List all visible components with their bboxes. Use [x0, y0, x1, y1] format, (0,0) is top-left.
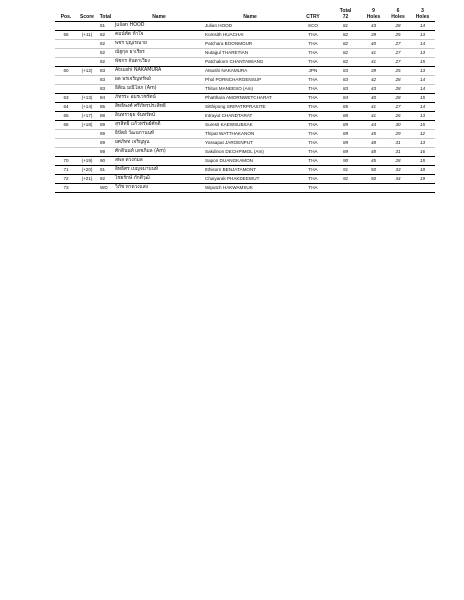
player-name-english: Phol PORNCHAROENSUP — [204, 76, 296, 85]
three-holes-cell: 14 — [410, 22, 435, 31]
score-cell — [77, 139, 97, 148]
col-total-header: Total — [99, 14, 112, 20]
player-name-thai: พัชกร จันตาเวียง — [114, 58, 204, 67]
table-row — [55, 121, 435, 130]
col-3holes-header: 3 Holes — [415, 8, 430, 20]
country-cell: THA — [296, 130, 330, 139]
player-name-thai: ภัทรระ อมรเวชรัตน์ — [114, 94, 204, 103]
six-holes-cell: 27 — [386, 40, 410, 49]
player-name-english: Komsith HUACHAI — [204, 31, 296, 40]
pos-cell — [55, 49, 77, 58]
player-name-thai: วิภัช หาดวงแสง — [114, 184, 204, 193]
six-holes-cell — [386, 184, 410, 193]
three-holes-cell: 18 — [410, 166, 435, 175]
total-cell: 88 — [97, 112, 114, 121]
country-cell: THA — [296, 58, 330, 67]
score-cell — [77, 148, 97, 157]
nine-holes-cell: 39 — [361, 67, 386, 76]
table-row — [55, 40, 435, 49]
col-score-header: Score — [80, 14, 94, 20]
three-holes-cell: 15 — [410, 58, 435, 67]
country-cell: THA — [296, 103, 330, 112]
nine-holes-cell: 48 — [361, 148, 386, 157]
results-table — [55, 8, 435, 193]
pos-cell — [55, 85, 77, 94]
nine-holes-cell: 43 — [361, 85, 386, 94]
country-cell: SCO — [296, 22, 330, 31]
player-name-thai: อิทธิศร เบญจมาบนท์ — [114, 166, 204, 175]
player-name-thai: ผล พรเจริญทรัพย์ — [114, 76, 204, 85]
table-row — [55, 166, 435, 175]
table-row — [55, 112, 435, 121]
six-holes-cell: 25 — [386, 31, 410, 40]
player-name-english: Intrayut CHANDTARAT — [204, 112, 296, 121]
player-name-thai: ยศภัทท เจริญพูน — [114, 139, 204, 148]
country-cell: THA — [296, 94, 330, 103]
score-cell — [77, 184, 97, 193]
round-total-cell: 88 — [330, 112, 361, 121]
player-name-thai: ศักดิ์นนท์ เดชภิมล (Am) — [114, 148, 204, 157]
total-cell: 81 — [97, 22, 114, 31]
pos-cell: 65 — [55, 112, 77, 121]
table-row — [55, 148, 435, 157]
nine-holes-cell: 40 — [361, 94, 386, 103]
total-cell: 85 — [97, 103, 114, 112]
six-holes-cell: 33 — [386, 166, 410, 175]
country-cell: THA — [296, 139, 330, 148]
total-cell: 82 — [97, 49, 114, 58]
round-total-cell: 83 — [330, 85, 361, 94]
round-total-cell: 82 — [330, 31, 361, 40]
player-name-english: Sakdinon DECHPIMOL (Am) — [204, 148, 296, 157]
header-row — [55, 8, 435, 22]
six-holes-cell: 28 — [386, 76, 410, 85]
table-row — [55, 94, 435, 103]
player-name-english: Thitus MANEESO (Am) — [204, 85, 296, 94]
country-cell: THA — [296, 49, 330, 58]
table-row — [55, 130, 435, 139]
six-holes-cell: 28 — [386, 157, 410, 166]
six-holes-cell: 28 — [386, 22, 410, 31]
six-holes-cell: 28 — [386, 85, 410, 94]
player-name-english: Atsushi NAKAMURA — [204, 67, 296, 76]
pos-cell — [55, 22, 77, 31]
score-cell — [77, 40, 97, 49]
total-cell: 89 — [97, 130, 114, 139]
nine-holes-cell: 45 — [361, 130, 386, 139]
round-total-cell: 89 — [330, 121, 361, 130]
total-cell: 83 — [97, 67, 114, 76]
player-name-english: Chaiyarak PHAKDEEWUT — [204, 175, 296, 184]
total-cell: 82 — [97, 40, 114, 49]
col-name-thai-header: Name — [152, 14, 166, 20]
country-cell: THA — [296, 157, 330, 166]
player-name-english: Julian HOOD — [204, 22, 296, 31]
six-holes-cell: 34 — [386, 175, 410, 184]
nine-holes-cell: 41 — [361, 103, 386, 112]
country-cell: THA — [296, 184, 330, 193]
score-cell — [77, 22, 97, 31]
player-name-english: Nutagul THARETIAN — [204, 49, 296, 58]
country-cell: JPN — [296, 67, 330, 76]
table-row — [55, 175, 435, 184]
pos-cell: 64 — [55, 103, 77, 112]
player-name-english: Wiputch HAKWAMSUK — [204, 184, 296, 193]
round-total-cell: 89 — [330, 139, 361, 148]
three-holes-cell: 15 — [410, 121, 435, 130]
pos-cell: 70 — [55, 157, 77, 166]
table-row — [55, 49, 435, 58]
six-holes-cell: 27 — [386, 103, 410, 112]
player-name-thai: ธิปัตย์ วัฒนกานนท์ — [114, 130, 204, 139]
score-cell: (+13) — [77, 94, 97, 103]
round-total-cell: 83 — [330, 67, 361, 76]
col-pos-header: Pos. — [60, 14, 72, 20]
round-total-cell: 90 — [330, 157, 361, 166]
table-row — [55, 103, 435, 112]
score-cell: (+20) — [77, 166, 97, 175]
nine-holes-cell: 48 — [361, 139, 386, 148]
total-cell: 89 — [97, 148, 114, 157]
total-cell: 82 — [97, 58, 114, 67]
six-holes-cell: 30 — [386, 121, 410, 130]
round-total-cell — [330, 184, 361, 193]
country-cell: THA — [296, 175, 330, 184]
score-cell: (+17) — [77, 112, 97, 121]
nine-holes-cell: 50 — [361, 175, 386, 184]
six-holes-cell: 25 — [386, 67, 410, 76]
player-name-thai: สพล ดวงกมล — [114, 157, 204, 166]
player-name-english: Thipat WATTHAKANON — [204, 130, 296, 139]
table-row — [55, 31, 435, 40]
total-cell: 83 — [97, 85, 114, 94]
score-cell: (+21) — [77, 175, 97, 184]
pos-cell: 56 — [55, 31, 77, 40]
total-cell: WD — [97, 184, 114, 193]
player-name-thai: ธิติณ มณีโสภ (Am) — [114, 85, 204, 94]
player-name-english: Yossapat JAROENPUT — [204, 139, 296, 148]
player-name-thai: คมน์ทัต ห้าใจ — [114, 31, 204, 40]
player-name-english: Sapon DUANGKAMON — [204, 157, 296, 166]
pos-cell — [55, 58, 77, 67]
score-cell: (+14) — [77, 103, 97, 112]
results-sheet — [55, 8, 435, 193]
player-name-thai: Atsushi NAKAMURA — [114, 67, 204, 76]
three-holes-cell: 15 — [410, 157, 435, 166]
table-row — [55, 58, 435, 67]
six-holes-cell: 29 — [386, 130, 410, 139]
nine-holes-cell: 40 — [361, 40, 386, 49]
score-cell: (+19) — [77, 157, 97, 166]
round-total-cell: 84 — [330, 94, 361, 103]
score-cell — [77, 85, 97, 94]
round-total-cell: 83 — [330, 76, 361, 85]
three-holes-cell: 14 — [410, 76, 435, 85]
six-holes-cell: 27 — [386, 58, 410, 67]
round-total-cell: 89 — [330, 130, 361, 139]
round-total-cell: 82 — [330, 58, 361, 67]
round-total-cell: 81 — [330, 22, 361, 31]
total-cell: 82 — [97, 31, 114, 40]
player-name-thai: ณัฐกุล ธาเรียร — [114, 49, 204, 58]
three-holes-cell: 13 — [410, 139, 435, 148]
col-9holes-header: 9 Holes — [366, 8, 381, 20]
three-holes-cell: 14 — [410, 103, 435, 112]
total-cell: 92 — [97, 175, 114, 184]
nine-holes-cell: 39 — [361, 31, 386, 40]
score-cell — [77, 49, 97, 58]
nine-holes-cell: 41 — [361, 49, 386, 58]
table-row — [55, 76, 435, 85]
three-holes-cell: 14 — [410, 85, 435, 94]
col-name-english-header: Name — [243, 14, 257, 20]
round-total-cell: 85 — [330, 103, 361, 112]
player-name-english: Patchara BOONMOUR — [204, 40, 296, 49]
country-cell: THA — [296, 166, 330, 175]
country-cell: THA — [296, 112, 330, 121]
three-holes-cell: 13 — [410, 49, 435, 58]
player-name-english: Patchakorn CHANTAWIANG — [204, 58, 296, 67]
three-holes-cell: 12 — [410, 130, 435, 139]
nine-holes-cell: 43 — [361, 22, 386, 31]
pos-cell — [55, 139, 77, 148]
col-6holes-header: 6 Holes — [391, 8, 405, 20]
country-cell: THA — [296, 31, 330, 40]
round-total-cell: 82 — [330, 40, 361, 49]
three-holes-cell: 13 — [410, 31, 435, 40]
player-name-english: Suresit KAEWSUBSAK — [204, 121, 296, 130]
nine-holes-cell: 42 — [361, 76, 386, 85]
pos-cell: 71 — [55, 166, 77, 175]
results-body — [55, 22, 435, 193]
player-name-english: Phatthara AMORNWETCHARAT — [204, 94, 296, 103]
nine-holes-cell: 41 — [361, 112, 386, 121]
three-holes-cell: 13 — [410, 112, 435, 121]
total-cell: 91 — [97, 166, 114, 175]
nine-holes-cell: 41 — [361, 58, 386, 67]
country-cell: THA — [296, 121, 330, 130]
three-holes-cell — [410, 184, 435, 193]
country-cell: THA — [296, 40, 330, 49]
table-row — [55, 184, 435, 193]
country-cell: THA — [296, 148, 330, 157]
player-name-english: Sitthipong SRIPATRPRASITE — [204, 103, 296, 112]
three-holes-cell: 16 — [410, 148, 435, 157]
nine-holes-cell: 45 — [361, 157, 386, 166]
player-name-thai: สิทธิพงศ์ ศรีภัทรประสิทธิ์ — [114, 103, 204, 112]
pos-cell: 66 — [55, 121, 77, 130]
score-cell: (+11) — [77, 31, 97, 40]
three-holes-cell: 14 — [410, 40, 435, 49]
pos-cell: 72 — [55, 175, 77, 184]
six-holes-cell: 27 — [386, 49, 410, 58]
score-cell — [77, 130, 97, 139]
total-cell: 89 — [97, 139, 114, 148]
round-total-cell: 92 — [330, 175, 361, 184]
score-cell: (+18) — [77, 121, 97, 130]
pos-cell: 63 — [55, 94, 77, 103]
col-par-header: Total 72 — [339, 8, 352, 20]
three-holes-cell: 15 — [410, 94, 435, 103]
player-name-thai: พชร บุญเรณาย — [114, 40, 204, 49]
table-row — [55, 67, 435, 76]
score-cell: (+12) — [77, 67, 97, 76]
col-ctry-header: CTRY — [306, 14, 320, 20]
player-name-thai: สุรสิทธิ์ แก้วทรัพย์ศักดิ์ — [114, 121, 204, 130]
six-holes-cell: 31 — [386, 139, 410, 148]
player-name-thai: ไชยรักษ์ ภักดีวุฒิ — [114, 175, 204, 184]
nine-holes-cell: 44 — [361, 121, 386, 130]
pos-cell — [55, 130, 77, 139]
round-total-cell: 91 — [330, 166, 361, 175]
score-cell — [77, 76, 97, 85]
nine-holes-cell — [361, 184, 386, 193]
total-cell: 84 — [97, 94, 114, 103]
score-cell — [77, 58, 97, 67]
table-row — [55, 139, 435, 148]
country-cell: THA — [296, 85, 330, 94]
player-name-thai: อินทรายุธ จันทรัตน์ — [114, 112, 204, 121]
three-holes-cell: 13 — [410, 67, 435, 76]
table-row — [55, 157, 435, 166]
pos-cell — [55, 40, 77, 49]
player-name-thai: Julian HOOD — [114, 22, 204, 31]
table-row — [55, 22, 435, 31]
player-name-english: Itthisorn BENJATAMONT — [204, 166, 296, 175]
total-cell: 89 — [97, 121, 114, 130]
pos-cell: 73 — [55, 184, 77, 193]
round-total-cell: 82 — [330, 49, 361, 58]
table-row — [55, 85, 435, 94]
six-holes-cell: 31 — [386, 148, 410, 157]
pos-cell — [55, 76, 77, 85]
pos-cell: 60 — [55, 67, 77, 76]
round-total-cell: 89 — [330, 148, 361, 157]
nine-holes-cell: 50 — [361, 166, 386, 175]
total-cell: 83 — [97, 76, 114, 85]
pos-cell — [55, 148, 77, 157]
six-holes-cell: 28 — [386, 94, 410, 103]
country-cell: THA — [296, 76, 330, 85]
six-holes-cell: 26 — [386, 112, 410, 121]
total-cell: 90 — [97, 157, 114, 166]
three-holes-cell: 19 — [410, 175, 435, 184]
